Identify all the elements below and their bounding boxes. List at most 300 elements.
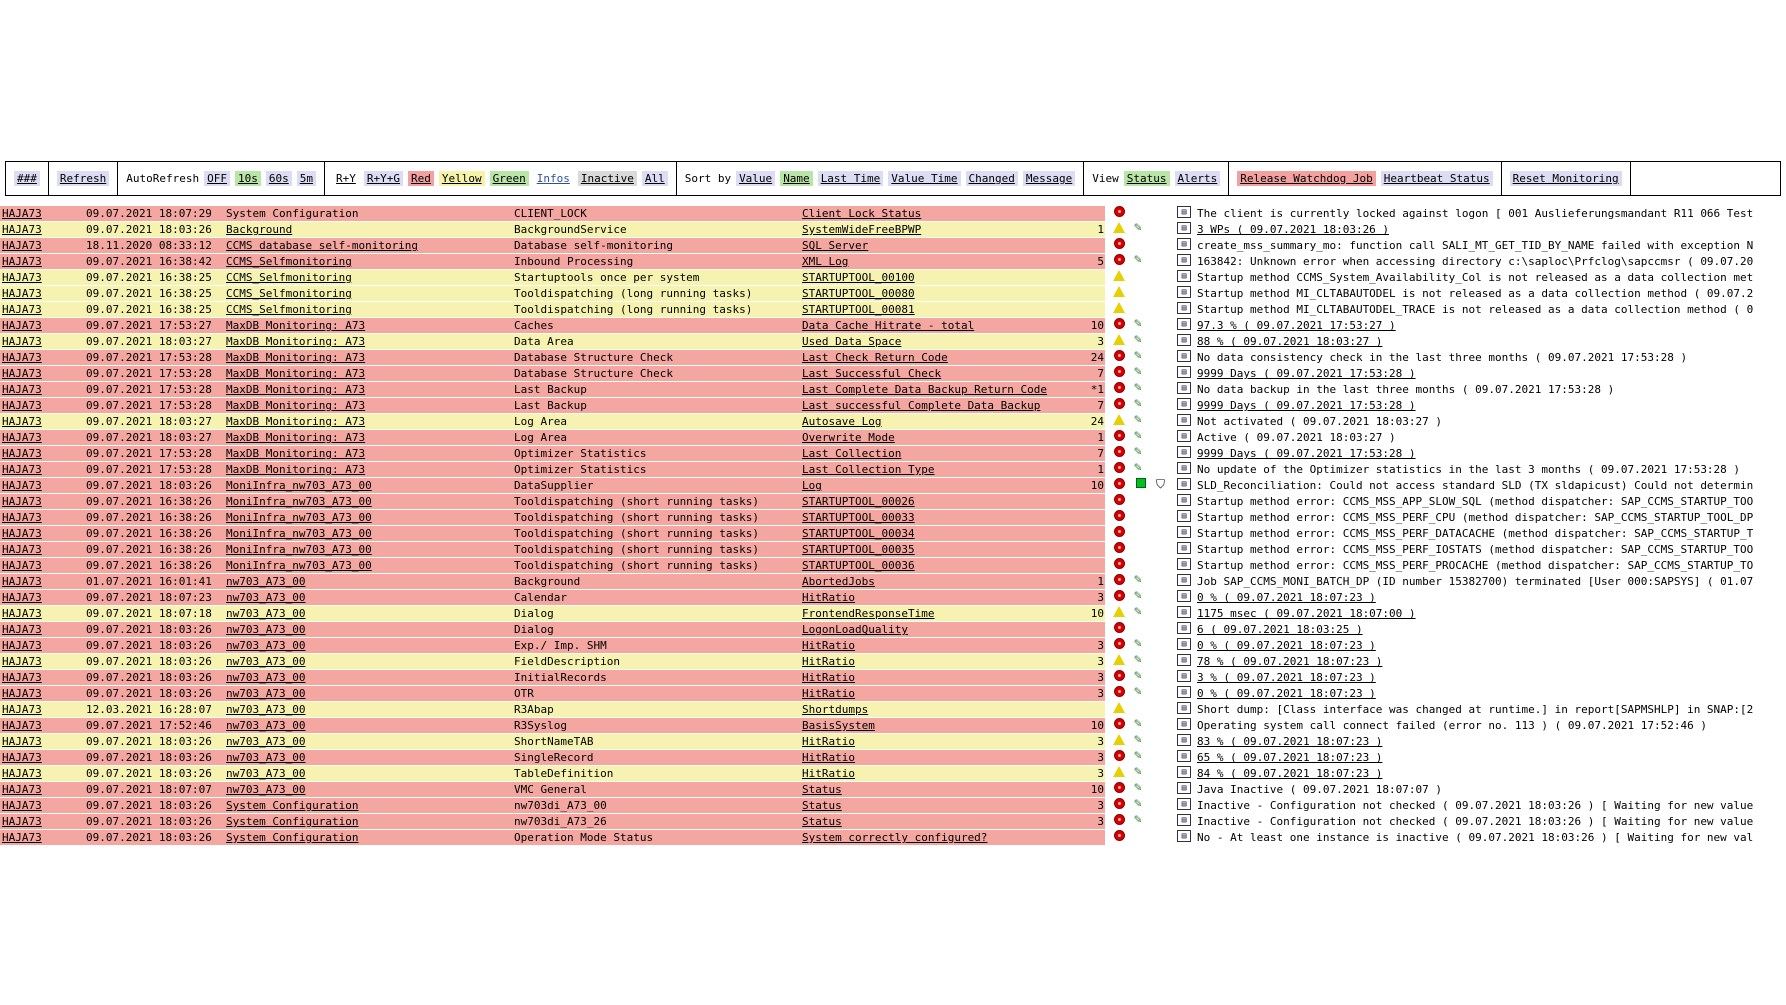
edit-pencil-icon[interactable]: ✎ (1134, 764, 1142, 779)
system-link[interactable]: HAJA73 (2, 431, 42, 444)
attribute-link[interactable]: Status (802, 783, 842, 796)
context-link[interactable]: nw703_A73_00 (226, 735, 306, 748)
context-link[interactable]: MaxDB Monitoring: A73 (226, 367, 366, 380)
refresh-button[interactable]: Refresh (57, 171, 109, 186)
system-link[interactable]: HAJA73 (2, 303, 42, 316)
red-alert-icon (1114, 542, 1125, 553)
table-row (0, 350, 1786, 366)
toolbar-group-view (1084, 162, 1229, 195)
system-link[interactable]: HAJA73 (2, 543, 42, 556)
message-window-icon[interactable]: ▤ (1177, 302, 1191, 314)
autorefresh-60s-button[interactable]: 60s (266, 171, 292, 186)
attribute-link[interactable]: HitRatio (802, 687, 855, 700)
context-link[interactable]: MaxDB Monitoring: A73 (226, 335, 366, 348)
attribute-link[interactable]: Status (802, 799, 842, 812)
monitoring-object: InitialRecords (514, 671, 607, 684)
attribute-link[interactable]: STARTUPTOOL_00080 (802, 287, 915, 300)
alert-message[interactable]: 6 ( 09.07.2021 18:03:25 ) (1197, 623, 1363, 636)
filter-yellow-button[interactable]: Yellow (439, 171, 485, 186)
red-alert-icon (1114, 510, 1125, 521)
edit-pencil-icon[interactable]: ✎ (1134, 716, 1142, 731)
toolbar-group-menu (6, 162, 49, 195)
system-link[interactable]: HAJA73 (2, 607, 42, 620)
attribute-link[interactable]: LogonLoadQuality (802, 623, 908, 636)
alert-message[interactable]: 9999 Days ( 09.07.2021 17:53:28 ) (1197, 399, 1416, 412)
edit-pencil-icon[interactable]: ✎ (1134, 332, 1142, 347)
monitoring-object: R3Abap (514, 703, 554, 716)
context-link[interactable]: MaxDB Monitoring: A73 (226, 415, 366, 428)
system-link[interactable]: HAJA73 (2, 287, 42, 300)
yellow-warning-icon (1113, 414, 1125, 425)
system-link[interactable]: HAJA73 (2, 703, 42, 716)
edit-pencil-icon[interactable]: ✎ (1134, 412, 1142, 427)
context-link[interactable]: CCMS database self-monitoring (226, 239, 419, 252)
toolbar-group-sort (677, 162, 1085, 195)
context-link[interactable]: nw703_A73_00 (226, 783, 306, 796)
system-link[interactable]: HAJA73 (2, 223, 42, 236)
context-link[interactable]: nw703_A73_00 (226, 623, 306, 636)
alert-value: 24 (1090, 415, 1104, 428)
message-window-icon[interactable]: ▤ (1177, 238, 1191, 250)
edit-pencil-icon[interactable]: ✎ (1134, 428, 1142, 443)
message-window-icon[interactable]: ▤ (1177, 366, 1191, 378)
message-window-icon[interactable]: ▤ (1177, 414, 1191, 426)
red-alert-icon (1114, 398, 1125, 409)
context-link[interactable]: nw703_A73_00 (226, 687, 306, 700)
system-link[interactable]: HAJA73 (2, 463, 42, 476)
alert-message: Startup method error: CCMS_MSS_PERF_CPU (method dispatcher: SAP_CCMS_STARTUP_TOOL_DP (1197, 511, 1754, 524)
red-alert-icon (1114, 622, 1125, 633)
toolbar (5, 161, 1781, 196)
context-link[interactable]: MaxDB Monitoring: A73 (226, 351, 366, 364)
sort-last-time-button[interactable]: Last Time (818, 171, 884, 186)
edit-pencil-icon[interactable]: ✎ (1134, 252, 1142, 267)
context-link[interactable]: Background (226, 223, 293, 236)
monitoring-object: Optimizer Statistics (514, 463, 647, 476)
attribute-link[interactable]: HitRatio (802, 639, 855, 652)
message-window-icon[interactable]: ▤ (1177, 430, 1191, 442)
context-link[interactable]: MoniInfra_nw703_A73_00 (226, 495, 372, 508)
attribute-link[interactable]: Used Data Space (802, 335, 902, 348)
view-alerts-button[interactable]: Alerts (1175, 171, 1221, 186)
attribute-link[interactable]: Last Successful Check (802, 367, 942, 380)
attribute-link[interactable]: STARTUPTOOL_00033 (802, 511, 915, 524)
message-window-icon[interactable]: ▤ (1177, 222, 1191, 234)
system-link[interactable]: HAJA73 (2, 319, 42, 332)
monitoring-object: Log Area (514, 415, 567, 428)
view-status-button[interactable]: Status (1124, 171, 1170, 186)
system-link[interactable]: HAJA73 (2, 575, 42, 588)
message-window-icon[interactable]: ▤ (1177, 398, 1191, 410)
system-link[interactable]: HAJA73 (2, 415, 42, 428)
context-link[interactable]: CCMS_Selfmonitoring (226, 287, 352, 300)
edit-pencil-icon[interactable]: ✎ (1134, 732, 1142, 747)
edit-pencil-icon[interactable]: ✎ (1134, 684, 1142, 699)
system-link[interactable]: HAJA73 (2, 351, 42, 364)
context-link[interactable]: MoniInfra_nw703_A73_00 (226, 511, 372, 524)
attribute-link[interactable]: SystemWideFreeBPWP (802, 223, 922, 236)
attribute-link[interactable]: HitRatio (802, 671, 855, 684)
message-window-icon[interactable]: ▤ (1177, 622, 1191, 634)
edit-pencil-icon[interactable]: ✎ (1134, 636, 1142, 651)
timestamp: 09.07.2021 17:53:28 (86, 383, 212, 396)
context-link[interactable]: nw703_A73_00 (226, 639, 306, 652)
edit-pencil-icon[interactable]: ✎ (1134, 604, 1142, 619)
context-link[interactable]: MoniInfra_nw703_A73_00 (226, 543, 372, 556)
edit-pencil-icon[interactable]: ✎ (1134, 444, 1142, 459)
filter-all-button[interactable]: All (642, 171, 668, 186)
sort-changed-button[interactable]: Changed (966, 171, 1018, 186)
alert-value: 7 (1097, 447, 1104, 460)
message-window-icon[interactable]: ▤ (1177, 718, 1191, 730)
message-window-icon[interactable]: ▤ (1177, 574, 1191, 586)
message-window-icon[interactable]: ▤ (1177, 814, 1191, 826)
monitoring-object: Caches (514, 319, 554, 332)
context-link[interactable]: MaxDB Monitoring: A73 (226, 431, 366, 444)
sort-name-button[interactable]: Name (780, 171, 813, 186)
context-link[interactable]: CCMS_Selfmonitoring (226, 271, 352, 284)
table-row (0, 254, 1786, 270)
system-link[interactable]: HAJA73 (2, 799, 42, 812)
message-window-icon[interactable]: ▤ (1177, 782, 1191, 794)
yellow-warning-icon (1113, 606, 1125, 617)
context-link[interactable]: MoniInfra_nw703_A73_00 (226, 479, 372, 492)
monitoring-object: OTR (514, 687, 534, 700)
alert-message[interactable]: 83 % ( 09.07.2021 18:07:23 ) (1197, 735, 1383, 748)
attribute-link[interactable]: Overwrite Mode (802, 431, 895, 444)
message-window-icon[interactable]: ▤ (1177, 686, 1191, 698)
context-link[interactable]: CCMS_Selfmonitoring (226, 303, 352, 316)
alert-message[interactable]: 65 % ( 09.07.2021 18:07:23 ) (1197, 751, 1383, 764)
alert-message[interactable]: 0 % ( 09.07.2021 18:07:23 ) (1197, 639, 1376, 652)
system-link[interactable]: HAJA73 (2, 383, 42, 396)
attribute-link[interactable]: Last Collection Type (802, 463, 935, 476)
alert-message[interactable]: 88 % ( 09.07.2021 18:03:27 ) (1197, 335, 1383, 348)
edit-pencil-icon[interactable]: ✎ (1134, 572, 1142, 587)
red-alert-icon (1114, 718, 1125, 729)
toolbar-group-autorefresh (118, 162, 325, 195)
filter-red-button[interactable]: Red (408, 171, 434, 186)
alert-value: 24 (1090, 351, 1104, 364)
message-window-icon[interactable]: ▤ (1177, 590, 1191, 602)
monitoring-object: Tooldispatching (short running tasks) (514, 527, 760, 540)
context-link[interactable]: System Configuration (226, 831, 359, 844)
attribute-link[interactable]: STARTUPTOOL_00034 (802, 527, 915, 540)
attribute-link[interactable]: HitRatio (802, 591, 855, 604)
system-link[interactable]: HAJA73 (2, 831, 42, 844)
monitoring-object: Tooldispatching (short running tasks) (514, 543, 760, 556)
sort-message-button[interactable]: Message (1023, 171, 1075, 186)
autorefresh-5m-button[interactable]: 5m (297, 171, 316, 186)
edit-pencil-icon[interactable]: ✎ (1134, 364, 1142, 379)
autorefresh-off-button[interactable]: OFF (204, 171, 230, 186)
system-link[interactable]: HAJA73 (2, 495, 42, 508)
context-link[interactable]: nw703_A73_00 (226, 751, 306, 764)
context-link[interactable]: MaxDB Monitoring: A73 (226, 447, 366, 460)
table-row (0, 318, 1786, 334)
red-alert-icon (1114, 478, 1125, 489)
alert-message[interactable]: 0 % ( 09.07.2021 18:07:23 ) (1197, 687, 1376, 700)
system-link[interactable]: HAJA73 (2, 271, 42, 284)
context-link[interactable]: MoniInfra_nw703_A73_00 (226, 559, 372, 572)
red-alert-icon (1114, 462, 1125, 473)
sort-value-time-button[interactable]: Value Time (888, 171, 960, 186)
context-link[interactable]: nw703_A73_00 (226, 767, 306, 780)
message-window-icon[interactable]: ▤ (1177, 702, 1191, 714)
system-link[interactable]: HAJA73 (2, 767, 42, 780)
system-link[interactable]: HAJA73 (2, 527, 42, 540)
attribute-link[interactable]: Status (802, 815, 842, 828)
message-window-icon[interactable]: ▤ (1177, 798, 1191, 810)
red-alert-icon (1114, 366, 1125, 377)
edit-pencil-icon[interactable]: ✎ (1134, 380, 1142, 395)
context-link[interactable]: nw703_A73_00 (226, 655, 306, 668)
monitoring-object: FieldDescription (514, 655, 620, 668)
message-window-icon[interactable]: ▤ (1177, 318, 1191, 330)
system-link[interactable]: HAJA73 (2, 447, 42, 460)
hash-button[interactable]: ### (14, 171, 40, 186)
context-link[interactable]: nw703_A73_00 (226, 671, 306, 684)
system-link[interactable]: HAJA73 (2, 655, 42, 668)
timestamp: 09.07.2021 16:38:25 (86, 303, 212, 316)
table-row (0, 302, 1786, 318)
context-link[interactable]: MoniInfra_nw703_A73_00 (226, 527, 372, 540)
message-window-icon[interactable]: ▤ (1177, 510, 1191, 522)
red-alert-icon (1114, 206, 1125, 217)
attribute-link[interactable]: Shortdumps (802, 703, 869, 716)
context-link: System Configuration (226, 207, 359, 220)
context-link[interactable]: MaxDB Monitoring: A73 (226, 463, 366, 476)
message-window-icon[interactable]: ▤ (1177, 446, 1191, 458)
system-link[interactable]: HAJA73 (2, 735, 42, 748)
edit-pencil-icon[interactable]: ✎ (1134, 812, 1142, 827)
alert-message[interactable]: 9999 Days ( 09.07.2021 17:53:28 ) (1197, 447, 1416, 460)
attribute-link[interactable]: Log (802, 479, 822, 492)
attribute-link[interactable]: STARTUPTOOL_00026 (802, 495, 915, 508)
message-window-icon[interactable]: ▤ (1177, 494, 1191, 506)
attribute-link[interactable]: XML Log (802, 255, 849, 268)
system-link[interactable]: HAJA73 (2, 671, 42, 684)
attribute-link[interactable]: SQL Server (802, 239, 869, 252)
timestamp: 09.07.2021 18:03:26 (86, 831, 212, 844)
system-link[interactable]: HAJA73 (2, 623, 42, 636)
timestamp: 09.07.2021 16:38:26 (86, 543, 212, 556)
system-link[interactable]: HAJA73 (2, 239, 42, 252)
release-watchdog-button[interactable]: Release Watchdog Job (1237, 171, 1375, 186)
reset-monitoring-button[interactable]: Reset Monitoring (1510, 171, 1622, 186)
system-link[interactable]: HAJA73 (2, 399, 42, 412)
context-link[interactable]: CCMS_Selfmonitoring (226, 255, 352, 268)
monitoring-object: Operation Mode Status (514, 831, 654, 844)
monitoring-object: Tooldispatching (short running tasks) (514, 511, 760, 524)
system-link[interactable]: HAJA73 (2, 207, 42, 220)
alert-message[interactable]: 1175 msec ( 09.07.2021 18:07:00 ) (1197, 607, 1416, 620)
filter-icon[interactable]: ⛉ (1156, 477, 1166, 491)
message-window-icon[interactable]: ▤ (1177, 750, 1191, 762)
attribute-link[interactable]: HitRatio (802, 655, 855, 668)
table-row (0, 542, 1786, 558)
context-link[interactable]: MaxDB Monitoring: A73 (226, 399, 366, 412)
system-link[interactable]: HAJA73 (2, 255, 42, 268)
monitoring-object: SingleRecord (514, 751, 594, 764)
message-window-icon[interactable]: ▤ (1177, 334, 1191, 346)
red-alert-icon (1114, 430, 1125, 441)
message-window-icon[interactable]: ▤ (1177, 462, 1191, 474)
red-alert-icon (1114, 686, 1125, 697)
alert-message: Startup method error: CCMS_MSS_PERF_IOSTATS (method dispatcher: SAP_CCMS_STARTUP_TOO (1197, 543, 1754, 556)
alert-message[interactable]: 3 WPs ( 09.07.2021 18:03:26 ) (1197, 223, 1390, 236)
context-link[interactable]: nw703_A73_00 (226, 591, 306, 604)
heartbeat-status-button[interactable]: Heartbeat Status (1381, 171, 1493, 186)
message-window-icon[interactable]: ▤ (1177, 478, 1191, 490)
context-link[interactable]: nw703_A73_00 (226, 607, 306, 620)
message-window-icon[interactable]: ▤ (1177, 270, 1191, 282)
system-link[interactable]: HAJA73 (2, 335, 42, 348)
context-link[interactable]: MaxDB Monitoring: A73 (226, 319, 366, 332)
message-window-icon[interactable]: ▤ (1177, 286, 1191, 298)
attribute-link[interactable]: Data Cache Hitrate - total (802, 319, 975, 332)
edit-pencil-icon[interactable]: ✎ (1134, 652, 1142, 667)
message-window-icon[interactable]: ▤ (1177, 206, 1191, 218)
filter-green-button[interactable]: Green (490, 171, 529, 186)
context-link[interactable]: MaxDB Monitoring: A73 (226, 383, 366, 396)
edit-pencil-icon[interactable]: ✎ (1134, 396, 1142, 411)
system-link[interactable]: HAJA73 (2, 719, 42, 732)
attribute-link[interactable]: STARTUPTOOL_00036 (802, 559, 915, 572)
red-alert-icon (1114, 382, 1125, 393)
system-link[interactable]: HAJA73 (2, 639, 42, 652)
attribute-link[interactable]: Last successful Complete Data Backup (802, 399, 1041, 412)
message-window-icon[interactable]: ▤ (1177, 350, 1191, 362)
alert-message[interactable]: 84 % ( 09.07.2021 18:07:23 ) (1197, 767, 1383, 780)
alert-value: 10 (1090, 319, 1104, 332)
edit-pencil-icon[interactable]: ✎ (1134, 668, 1142, 683)
red-alert-icon (1114, 238, 1125, 249)
timestamp: 01.07.2021 16:01:41 (86, 575, 212, 588)
context-link[interactable]: nw703_A73_00 (226, 719, 306, 732)
edit-pencil-icon[interactable]: ✎ (1134, 460, 1142, 475)
attribute-link[interactable]: HitRatio (802, 751, 855, 764)
timestamp: 09.07.2021 16:38:26 (86, 527, 212, 540)
filter-ry-button[interactable]: R+Y (335, 172, 356, 185)
message-window-icon[interactable]: ▤ (1177, 830, 1191, 842)
context-link[interactable]: System Configuration (226, 815, 359, 828)
sort-label: Sort by (684, 172, 732, 185)
autorefresh-10s-button[interactable]: 10s (235, 171, 261, 186)
table-row (0, 574, 1786, 590)
alert-message: Startup method CCMS_System_Availability_Col is not released as a data collection met (1197, 271, 1754, 284)
timestamp: 09.07.2021 18:03:26 (86, 751, 212, 764)
attribute-link[interactable]: Autosave Log (802, 415, 882, 428)
context-link[interactable]: System Configuration (226, 799, 359, 812)
alert-message[interactable]: 3 % ( 09.07.2021 18:07:23 ) (1197, 671, 1376, 684)
alert-value: 10 (1090, 783, 1104, 796)
timestamp: 09.07.2021 16:38:26 (86, 511, 212, 524)
context-link[interactable]: nw703_A73_00 (226, 703, 306, 716)
message-window-icon[interactable]: ▤ (1177, 734, 1191, 746)
message-window-icon[interactable]: ▤ (1177, 382, 1191, 394)
system-link[interactable]: HAJA73 (2, 751, 42, 764)
table-row (0, 334, 1786, 350)
timestamp: 09.07.2021 18:03:26 (86, 815, 212, 828)
alert-message: create_mss_summary_mo: function call SALI_MT_GET_TID_BY_NAME failed with exception N (1197, 239, 1754, 252)
system-link[interactable]: HAJA73 (2, 591, 42, 604)
alert-value: 10 (1090, 479, 1104, 492)
timestamp: 09.07.2021 16:38:25 (86, 271, 212, 284)
message-window-icon[interactable]: ▤ (1177, 606, 1191, 618)
edit-pencil-icon[interactable]: ✎ (1134, 796, 1142, 811)
filter-ryg-button[interactable]: R+Y+G (364, 171, 403, 186)
message-window-icon[interactable]: ▤ (1177, 254, 1191, 266)
attribute-link[interactable]: HitRatio (802, 735, 855, 748)
system-link[interactable]: HAJA73 (2, 783, 42, 796)
system-link[interactable]: HAJA73 (2, 479, 42, 492)
attribute-link[interactable]: AbortedJobs (802, 575, 875, 588)
message-window-icon[interactable]: ▤ (1177, 654, 1191, 666)
system-link[interactable]: HAJA73 (2, 511, 42, 524)
edit-pencil-icon[interactable]: ✎ (1134, 316, 1142, 331)
message-window-icon[interactable]: ▤ (1177, 670, 1191, 682)
filter-infos-button[interactable]: Infos (536, 172, 570, 185)
sort-value-button[interactable]: Value (736, 171, 775, 186)
table-row (0, 446, 1786, 462)
timestamp: 09.07.2021 18:07:18 (86, 607, 212, 620)
message-window-icon[interactable]: ▤ (1177, 766, 1191, 778)
alert-value: 1 (1097, 575, 1104, 588)
attribute-link[interactable]: FrontendResponseTime (802, 607, 935, 620)
edit-pencil-icon[interactable]: ✎ (1134, 588, 1142, 603)
message-window-icon[interactable]: ▤ (1177, 638, 1191, 650)
alert-message: Startup method error: CCMS_MSS_APP_SLOW_SQL (method dispatcher: SAP_CCMS_STARTUP_TOO (1197, 495, 1754, 508)
attribute-link[interactable]: Last Complete Data Backup Return Code (802, 383, 1048, 396)
message-window-icon[interactable]: ▤ (1177, 558, 1191, 570)
table-row (0, 494, 1786, 510)
attribute-link[interactable]: STARTUPTOOL_00035 (802, 543, 915, 556)
table-row (0, 830, 1786, 846)
edit-pencil-icon[interactable]: ✎ (1134, 220, 1142, 235)
edit-pencil-icon[interactable]: ✎ (1134, 748, 1142, 763)
alert-message[interactable]: 97.3 % ( 09.07.2021 17:53:27 ) (1197, 319, 1396, 332)
attribute-link[interactable]: Last Check Return Code (802, 351, 948, 364)
filter-inactive-button[interactable]: Inactive (578, 171, 637, 186)
system-link[interactable]: HAJA73 (2, 815, 42, 828)
attribute-link[interactable]: System correctly configured? (802, 831, 988, 844)
attribute-link[interactable]: Client Lock Status (802, 207, 922, 220)
edit-pencil-icon[interactable]: ✎ (1134, 780, 1142, 795)
monitoring-object: Dialog (514, 607, 554, 620)
system-link[interactable]: HAJA73 (2, 687, 42, 700)
alert-message: No data consistency check in the last three months ( 09.07.2021 17:53:28 ) (1197, 351, 1688, 364)
yellow-warning-icon (1113, 270, 1125, 281)
attribute-link[interactable]: HitRatio (802, 767, 855, 780)
alert-message[interactable]: 78 % ( 09.07.2021 18:07:23 ) (1197, 655, 1383, 668)
system-link[interactable]: HAJA73 (2, 367, 42, 380)
message-window-icon[interactable]: ▤ (1177, 526, 1191, 538)
alert-message[interactable]: 9999 Days ( 09.07.2021 17:53:28 ) (1197, 367, 1416, 380)
alert-value: 7 (1097, 399, 1104, 412)
edit-pencil-icon[interactable]: ✎ (1134, 348, 1142, 363)
timestamp: 09.07.2021 17:53:28 (86, 447, 212, 460)
attribute-link[interactable]: STARTUPTOOL_00100 (802, 271, 915, 284)
context-link[interactable]: nw703_A73_00 (226, 575, 306, 588)
system-link[interactable]: HAJA73 (2, 559, 42, 572)
alert-message[interactable]: 0 % ( 09.07.2021 18:07:23 ) (1197, 591, 1376, 604)
attribute-link[interactable]: Last Collection (802, 447, 902, 460)
message-window-icon[interactable]: ▤ (1177, 542, 1191, 554)
timestamp: 09.07.2021 17:53:27 (86, 319, 212, 332)
attribute-link[interactable]: BasisSystem (802, 719, 875, 732)
attribute-link[interactable]: STARTUPTOOL_00081 (802, 303, 915, 316)
